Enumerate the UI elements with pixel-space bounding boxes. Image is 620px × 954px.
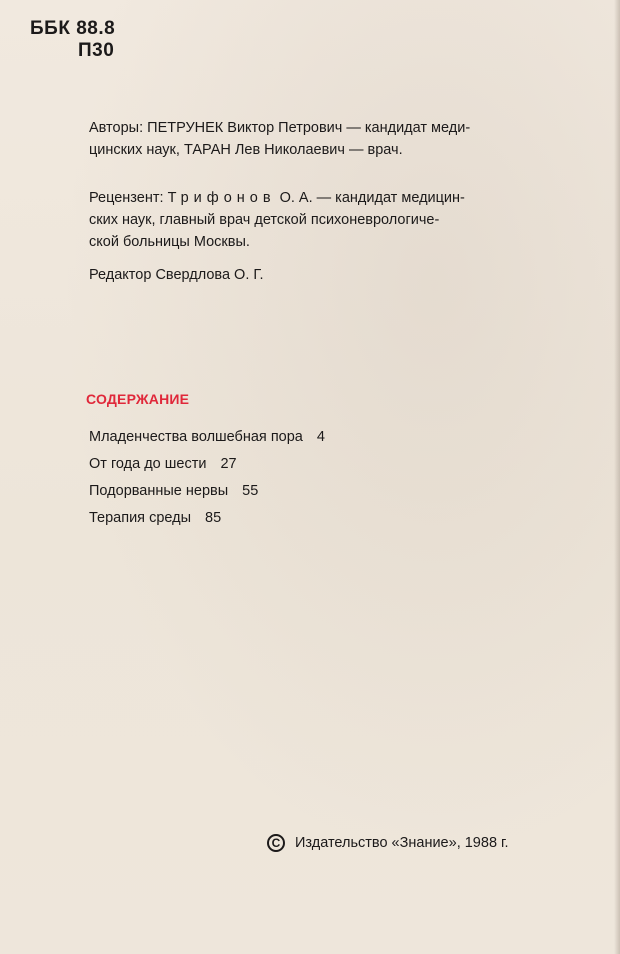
bbk-classification: [30, 18, 115, 62]
toc-item-page: 4: [316, 429, 325, 445]
page-edge-shadow: [614, 0, 620, 954]
reviewer-paragraph: [89, 187, 559, 253]
toc-item-page: 55: [242, 483, 259, 499]
copyright-icon: C: [267, 834, 285, 852]
toc-item-title: Младенчества волшебная пора: [89, 429, 303, 445]
bleed-through-texture: [240, 290, 249, 328]
toc-item-page: 27: [220, 456, 237, 472]
list-item: [89, 451, 325, 478]
publisher-imprint: [267, 834, 509, 852]
list-item: [89, 478, 325, 505]
authors-line-2: цинских наук, ТАРАН Лев Николаевич — врач.: [89, 142, 403, 158]
table-of-contents: [89, 424, 325, 532]
bbk-code: П30: [78, 40, 115, 61]
reviewer-line-1-rest: О. А. — кандидат медицин-: [275, 190, 465, 206]
bbk-line: ББК 88.8: [30, 18, 116, 39]
editor-line: Редактор Свердлова О. Г.: [89, 267, 264, 283]
authors-paragraph: [89, 117, 559, 161]
toc-item-title: Подорванные нервы: [89, 483, 229, 499]
list-item: [89, 505, 325, 532]
reviewer-line-1: [89, 187, 559, 209]
toc-item-page: 85: [205, 510, 222, 526]
publisher-text: Издательство «Знание», 1988 г.: [295, 835, 509, 851]
list-item: [89, 424, 325, 451]
toc-item-title: От года до шести: [89, 456, 207, 472]
authors-line-1: Авторы: ПЕТРУНЕК Виктор Петрович — кандидат меди-: [89, 120, 471, 136]
reviewer-line-3: ской больницы Москвы.: [89, 234, 250, 250]
reviewer-name: Трифонов: [167, 190, 276, 206]
reviewer-label: Рецензент:: [89, 190, 168, 206]
reviewer-line-2: ских наук, главный врач детской психоневрологиче-: [89, 212, 440, 228]
contents-title: СОДЕРЖАНИЕ: [86, 391, 190, 407]
toc-item-title: Терапия среды: [89, 510, 192, 526]
